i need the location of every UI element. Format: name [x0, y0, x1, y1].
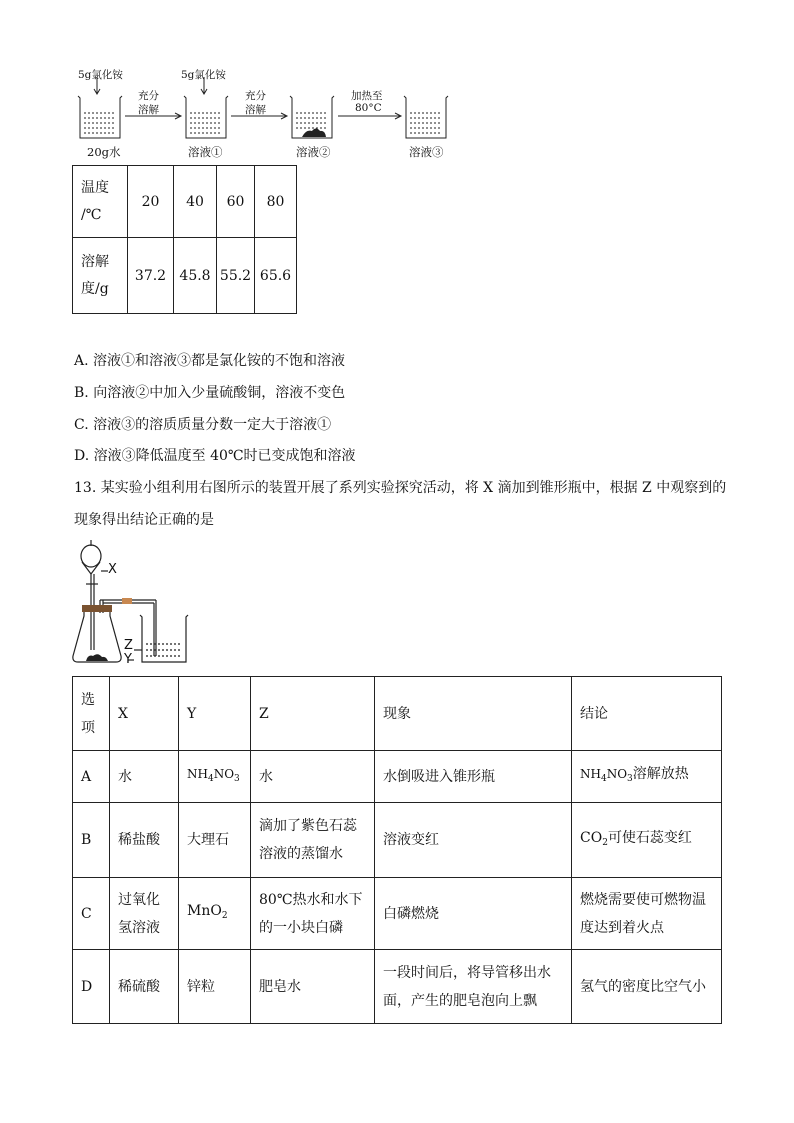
table-cell: 80 [255, 166, 297, 238]
conclusion-cell: $CO_2$可使石蕊变红 [572, 803, 722, 878]
option-b: B. 向溶液②中加入少量硫酸铜，溶液不变色 [74, 385, 346, 401]
table-row [73, 166, 297, 238]
z-cell: 滴加了紫色石蕊 溶液的蒸馏水 [251, 803, 375, 878]
table-cell: 55.2 [217, 238, 255, 314]
column-header-option: 选 项 [73, 677, 110, 751]
z-cell: 80℃热水和水下 的一小块白磷 [251, 878, 375, 950]
step3-label-bottom: 80°C [355, 102, 382, 114]
table-cell: 37.2 [128, 238, 174, 314]
add-salt-label-2: 5g氯化铵 [181, 69, 226, 81]
step3-label-top: 加热至 [351, 90, 383, 102]
option-cell: D [73, 950, 110, 1024]
step1-label-top: 充分 [138, 90, 159, 102]
apparatus-label-y: Y [124, 652, 132, 667]
beaker-label-solution-3: 溶液③ [409, 145, 444, 159]
table-header-row [73, 677, 722, 751]
option-a: A. 溶液①和溶液③都是氯化铵的不饱和溶液 [74, 353, 346, 369]
experiment-table [72, 676, 722, 1024]
y-cell: 锌粒 [179, 950, 251, 1024]
apparatus-label-z: Z [124, 638, 133, 653]
table-row [73, 751, 722, 803]
column-header-conclusion: 结论 [572, 677, 722, 751]
step1-label-bottom: 溶解 [138, 104, 159, 116]
option-cell: B [73, 803, 110, 878]
y-cell: 大理石 [179, 803, 251, 878]
beaker-label-solution-1: 溶液① [188, 145, 223, 159]
conclusion-cell: 燃烧需要使可燃物温 度达到着火点 [572, 878, 722, 950]
table-cell: 45.8 [174, 238, 217, 314]
table-row [73, 238, 297, 314]
solubility-header: 溶解 度/g [73, 238, 128, 314]
table-cell: 60 [217, 166, 255, 238]
step2-label-bottom: 溶解 [245, 104, 266, 116]
y-cell: MnO$_2$ [179, 878, 251, 950]
option-d: D. 溶液③降低温度至 40℃时已变成饱和溶液 [74, 448, 356, 464]
question-13-line-2: 现象得出结论正确的是 [74, 512, 214, 528]
phenomenon-cell: 水倒吸进入锥形瓶 [375, 751, 572, 803]
phenomenon-cell: 一段时间后，将导管移出水 面，产生的肥皂泡向上飘 [375, 950, 572, 1024]
add-salt-label-1: 5g氯化铵 [78, 69, 123, 81]
x-cell: 稀硫酸 [110, 950, 179, 1024]
beaker-label-water: 20g水 [87, 145, 121, 159]
beaker-label-solution-2: 溶液② [296, 145, 331, 159]
x-cell: 水 [110, 751, 179, 803]
z-cell: 肥皂水 [251, 950, 375, 1024]
y-cell: $NH_4NO_3$ [179, 751, 251, 803]
conclusion-cell: 氢气的密度比空气小 [572, 950, 722, 1024]
question-13-line-1: 13. 某实验小组利用右图所示的装置开展了系列实验探究活动，将 X 滴加到锥形瓶中，根据 Z 中观察到的 [74, 480, 727, 496]
column-header-y: Y [179, 677, 251, 751]
solubility-table [72, 165, 297, 314]
temperature-header: 温度 /℃ [73, 166, 128, 238]
table-cell: 20 [128, 166, 174, 238]
option-c: C. 溶液③的溶质质量分数一定大于溶液① [74, 417, 332, 433]
conclusion-cell: $NH_4NO_3$溶解放热 [572, 751, 722, 803]
table-cell: 65.6 [255, 238, 297, 314]
column-header-phenomenon: 现象 [375, 677, 572, 751]
table-row [73, 803, 722, 878]
table-row [73, 878, 722, 950]
x-cell: 稀盐酸 [110, 803, 179, 878]
column-header-x: X [110, 677, 179, 751]
x-cell: 过氧化 氢溶液 [110, 878, 179, 950]
apparatus-label-x: X [108, 562, 117, 577]
option-cell: A [73, 751, 110, 803]
phenomenon-cell: 溶液变红 [375, 803, 572, 878]
step2-label-top: 充分 [245, 90, 266, 102]
apparatus-drawing [68, 538, 198, 668]
table-cell: 40 [174, 166, 217, 238]
table-row [73, 950, 722, 1024]
column-header-z: Z [251, 677, 375, 751]
option-cell: C [73, 878, 110, 950]
phenomenon-cell: 白磷燃烧 [375, 878, 572, 950]
z-cell: 水 [251, 751, 375, 803]
